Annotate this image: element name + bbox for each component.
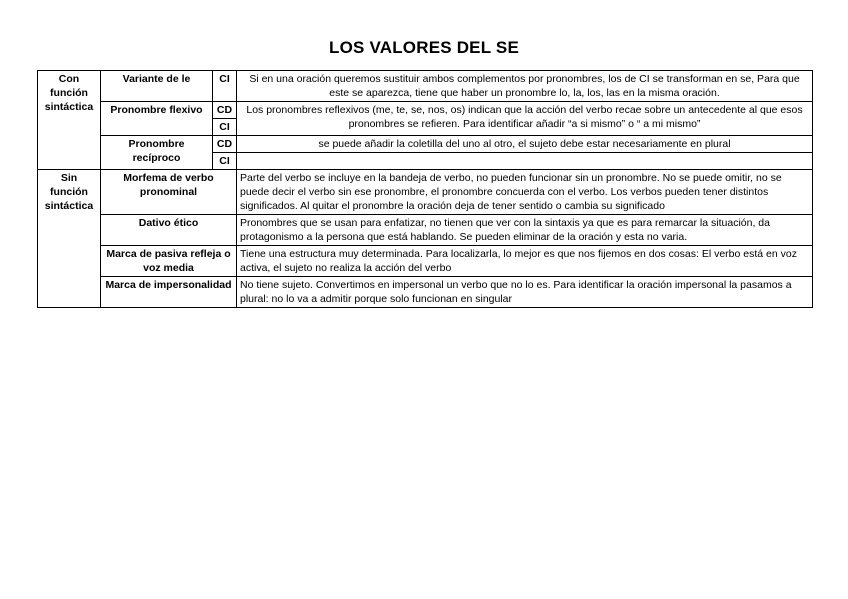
desc-variante-de-le: Si en una oración queremos sustituir ambos complementos por pronombres, los de CI se transforman en se, Para que este se aparezca, tiene que haber un pronombre lo, la, los, las en la misma oración. (237, 71, 813, 102)
se-values-table (37, 70, 813, 308)
table-row (38, 170, 813, 215)
sub-morfema-verbo-pronominal: Morfema de verbo pronominal (101, 170, 237, 215)
desc-pronombre-flexivo: Los pronombres reflexivos (me, te, se, nos, os) indican que la acción del verbo recae sobre un antecedente al que esos pronombres se refieren. Para identificar añadir “a si mismo” o “ a mi mismo” (237, 102, 813, 136)
group-con-funcion: Con función sintáctica (38, 71, 101, 170)
sub-pronombre-reciproco: Pronombre recíproco (101, 136, 213, 170)
sub-pronombre-flexivo: Pronombre flexivo (101, 102, 213, 136)
sub-marca-pasiva-refleja: Marca de pasiva refleja o voz media (101, 246, 237, 277)
sub-marca-impersonalidad: Marca de impersonalidad (101, 277, 237, 308)
table-row (38, 136, 813, 153)
desc-dativo-etico: Pronombres que se usan para enfatizar, no tienen que ver con la sintaxis ya que es para remarcar la situación, da protagonismo a la persona que está hablando. Se pueden eliminar de la oración y esta no varia. (237, 215, 813, 246)
code-cd: CD (213, 102, 237, 119)
code-ci: CI (213, 119, 237, 136)
table-row (38, 215, 813, 246)
sub-dativo-etico: Dativo ético (101, 215, 237, 246)
table-row (38, 71, 813, 102)
table-row (38, 246, 813, 277)
code-ci: CI (213, 153, 237, 170)
desc-marca-pasiva-refleja: Tiene una estructura muy determinada. Para localizarla, lo mejor es que nos fijemos en dos cosas: El verbo está en voz activa, el sujeto no realiza la acción del verbo (237, 246, 813, 277)
page-title: LOS VALORES DEL SE (328, 38, 519, 57)
sub-variante-de-le: Variante de le (101, 71, 213, 102)
table-row (38, 102, 813, 119)
desc-empty (237, 153, 813, 170)
group-sin-funcion: Sin función sintáctica (38, 170, 101, 308)
table-row (38, 277, 813, 308)
code-cd: CD (213, 136, 237, 153)
desc-morfema-verbo-pronominal: Parte del verbo se incluye en la bandeja de verbo, no pueden funcionar sin un pronombre. No se puede omitir, no se puede decir el verbo sin ese pronombre, el pronombre concuerda con el verbo. Los verbos pueden tener distintos significados. Al quitar el pronombre la oración deja de tener sentido o cambia su significado (237, 170, 813, 215)
desc-pronombre-reciproco: se puede añadir la coletilla del uno al otro, el sujeto debe estar necesariamente en plural (237, 136, 813, 153)
desc-marca-impersonalidad: No tiene sujeto. Convertimos en impersonal un verbo que no lo es. Para identificar la oración impersonal la pasamos a plural: no lo va a admitir porque solo funcionan en singular (237, 277, 813, 308)
code-ci: CI (213, 71, 237, 102)
